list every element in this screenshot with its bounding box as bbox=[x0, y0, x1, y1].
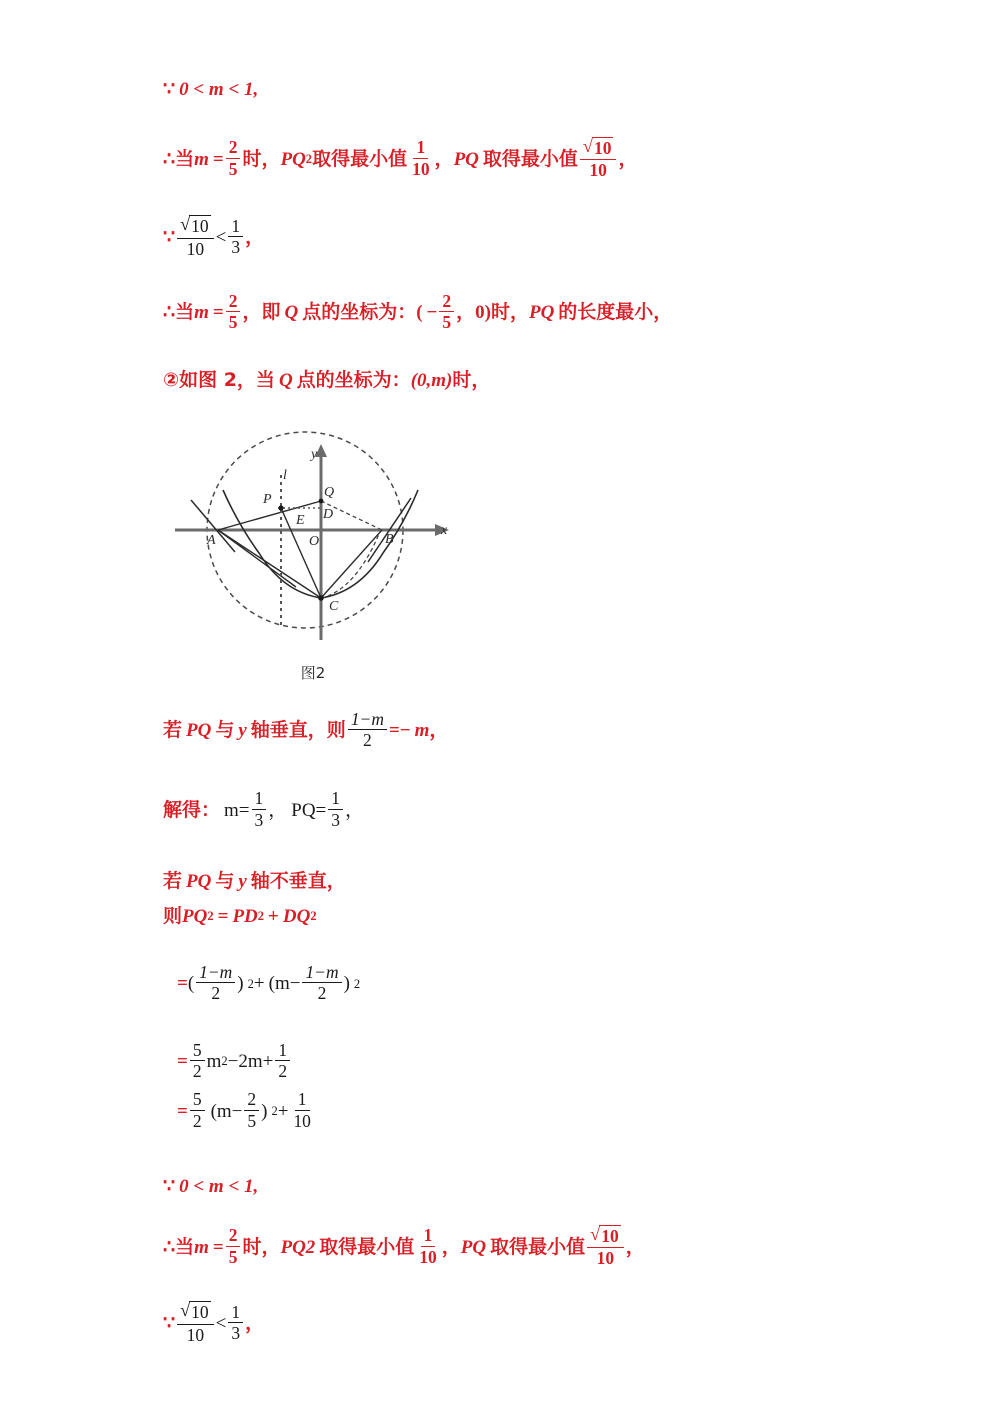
segment-cb bbox=[321, 530, 382, 598]
fraction-two-fifths-coord: $\frac{2}{5}$ bbox=[439, 292, 454, 332]
when-label: 当 bbox=[175, 301, 195, 324]
close-paren-1: ) bbox=[237, 973, 244, 995]
close-paren: ) bbox=[484, 302, 491, 324]
close-paren: ) bbox=[261, 1100, 268, 1122]
label-y-axis: y bbox=[311, 446, 318, 462]
shi-label: 时， bbox=[242, 1235, 281, 1258]
with-label: 与 bbox=[215, 869, 235, 892]
radical-sign: √ bbox=[180, 1300, 191, 1321]
fraction-sqrt10-over-10: √ 10 10 bbox=[177, 1301, 214, 1343]
fraction-one-minus-m-over-2: $\frac{1-m}{2}$ bbox=[196, 963, 235, 1003]
with-label: 与 bbox=[215, 718, 235, 741]
pq-squared-label: PQ2 bbox=[280, 1236, 316, 1258]
geometry-figure bbox=[163, 412, 463, 662]
equals-sign: = bbox=[212, 302, 224, 324]
open-paren: ( bbox=[416, 302, 423, 324]
open-paren-1: ( bbox=[187, 973, 195, 995]
radical-sign: √ bbox=[582, 136, 593, 156]
equals-sign: = bbox=[177, 973, 188, 995]
length-min-label: 的长度最小， bbox=[558, 301, 673, 324]
point-p-dot bbox=[278, 505, 283, 510]
math-line-14 bbox=[163, 1226, 863, 1268]
shi-label: 时， bbox=[490, 301, 529, 324]
comma-1: ， bbox=[268, 798, 288, 821]
open-paren: ( bbox=[210, 1100, 217, 1122]
less-than-sign: < bbox=[215, 1313, 227, 1335]
equals-sign: = bbox=[177, 1100, 188, 1122]
point-q-dot bbox=[319, 498, 324, 503]
math-line-12: = $\frac{5}{2}$ ( m− $\frac{2}{5}$ ) 2 + $\frac{1}{10}$ bbox=[177, 1091, 863, 1131]
segment-pq: PQ bbox=[186, 870, 212, 892]
because-symbol: ∵ bbox=[163, 79, 176, 100]
equals-sign: = bbox=[177, 1050, 188, 1072]
equals-sign: = bbox=[212, 148, 224, 170]
comma: ， bbox=[245, 1312, 265, 1335]
fraction-one-third: $\frac{1}{3}$ bbox=[228, 217, 243, 257]
coordinate-value: (0,m) bbox=[410, 369, 453, 391]
because-symbol: ∵ bbox=[163, 227, 176, 249]
plus-sign: + bbox=[277, 1100, 289, 1122]
label-origin: O bbox=[309, 533, 320, 549]
math-line-5 bbox=[163, 368, 863, 391]
comma-2: ， bbox=[625, 1235, 645, 1258]
because-symbol: ∵ bbox=[163, 1313, 176, 1335]
coordinate-label: 点的坐标为： bbox=[302, 301, 417, 324]
less-than-sign: < bbox=[215, 227, 227, 249]
takes-min-label: 取得最小值 bbox=[319, 1235, 415, 1258]
fraction-one-tenth: $\frac{1}{10}$ bbox=[419, 1225, 437, 1267]
math-line-3 bbox=[163, 216, 863, 258]
pq-equals: PQ= bbox=[291, 799, 327, 821]
radical-sign: √ bbox=[590, 1224, 601, 1244]
math-line-8 bbox=[163, 869, 863, 892]
because-symbol: ∵ bbox=[163, 1176, 176, 1197]
y-axis-label: y bbox=[238, 870, 247, 892]
fraction-sqrt10-over-10: √ 10 10 bbox=[587, 1225, 624, 1267]
variable-m: m bbox=[194, 302, 209, 324]
point-q: Q bbox=[284, 302, 299, 324]
label-point-d: D bbox=[323, 506, 334, 522]
comma-1: ， bbox=[434, 147, 454, 170]
solution-content bbox=[163, 0, 863, 1345]
fraction-one-half: $\frac{1}{2}$ bbox=[275, 1041, 290, 1081]
math-line-6 bbox=[163, 708, 863, 751]
label-point-e: E bbox=[296, 512, 305, 528]
label-point-q: Q bbox=[324, 484, 335, 500]
close-paren-2: ) bbox=[343, 973, 350, 995]
shi-label: 时， bbox=[242, 147, 281, 170]
not-perpendicular-label: 轴不垂直， bbox=[250, 869, 346, 892]
radical-sqrt10: √ 10 bbox=[180, 1300, 209, 1323]
y-axis-label: y bbox=[238, 719, 247, 741]
equals-negative: =− bbox=[388, 719, 411, 741]
fraction-two-fifths: $\frac{2}{5}$ bbox=[244, 1090, 259, 1130]
fraction-five-halves: $\frac{5}{2}$ bbox=[190, 1090, 205, 1130]
m-minus: m− bbox=[216, 1100, 243, 1122]
coord-zero: 0 bbox=[475, 302, 485, 324]
inequality-range: 0 < m < 1, bbox=[179, 1176, 259, 1197]
plus-sign: + bbox=[253, 973, 265, 995]
label-point-b: B bbox=[385, 531, 394, 547]
segment-pd: PD bbox=[232, 905, 258, 927]
label-point-a: A bbox=[207, 532, 216, 548]
therefore-symbol: ∴ bbox=[163, 302, 176, 324]
fraction-one-third: $\frac{1}{3}$ bbox=[228, 1303, 243, 1343]
math-line-9: 则 PQ 2 = PD 2 + DQ 2 bbox=[163, 904, 317, 927]
radical-sqrt10: √ 10 bbox=[582, 136, 612, 158]
therefore-symbol: ∴ bbox=[163, 148, 176, 170]
fraction-one-minus-m-over-2-b: $\frac{1-m}{2}$ bbox=[302, 963, 341, 1003]
segment-pq: PQ bbox=[186, 719, 212, 741]
comma-2: ， bbox=[618, 147, 638, 170]
takes-min-label-2: 取得最小值 bbox=[490, 1235, 586, 1258]
when-label: 当 bbox=[175, 147, 195, 170]
math-line-13 bbox=[163, 1177, 863, 1196]
open-paren-2: ( bbox=[268, 973, 275, 995]
variable-m: m bbox=[194, 148, 209, 170]
solve-label: 解得： bbox=[163, 798, 221, 821]
takes-min-label: 取得最小值 bbox=[312, 147, 408, 170]
fraction-one-tenth: $\frac{1}{10}$ bbox=[293, 1089, 311, 1131]
comma-2: ， bbox=[345, 798, 365, 821]
math-line-1 bbox=[163, 80, 863, 99]
equals-sign: = bbox=[212, 1236, 224, 1258]
segment-pq: PQ bbox=[528, 302, 555, 324]
fraction-two-fifths: $\frac{2}{5}$ bbox=[226, 1226, 241, 1266]
segment-pq: PQ bbox=[460, 1236, 487, 1258]
math-line-10: = ( $\frac{1-m}{2}$ ) 2 + ( m− $\frac{1-m}{2}$ ) 2 bbox=[177, 961, 361, 1004]
label-line-l: l bbox=[283, 467, 287, 483]
fraction-sqrt10-over-10: √ 10 10 bbox=[177, 215, 214, 257]
m-equals: m= bbox=[224, 799, 250, 821]
radical-sqrt10: √ 10 bbox=[590, 1224, 619, 1246]
fraction-one-third: $\frac{1}{3}$ bbox=[252, 789, 267, 829]
when-label: 当 bbox=[175, 1235, 195, 1258]
variable-m: m bbox=[206, 1050, 222, 1072]
fraction-sqrt10-over-10: √ 10 10 bbox=[580, 137, 617, 179]
comma-then-label: ，即 bbox=[242, 301, 281, 324]
label-x-axis: x bbox=[441, 522, 448, 538]
item-marker-2: ② bbox=[163, 368, 180, 391]
segment-pq: PQ bbox=[182, 905, 208, 927]
point-c-dot bbox=[318, 595, 324, 601]
fraction-two-fifths: $\frac{2}{5}$ bbox=[226, 292, 241, 332]
segment-dq: DQ bbox=[282, 905, 311, 927]
fraction-one-tenth: $\frac{1}{10}$ bbox=[412, 137, 430, 179]
label-point-c: C bbox=[329, 598, 339, 614]
segment-pq-2: PQ bbox=[453, 148, 479, 170]
takes-min-label-2: 取得最小值 bbox=[482, 147, 578, 170]
math-line-4 bbox=[163, 290, 863, 333]
minus-two-m: −2m+ bbox=[227, 1050, 274, 1072]
segment-a-to-e bbox=[218, 530, 296, 587]
figure-caption: 图2 bbox=[300, 663, 326, 682]
math-line-7 bbox=[163, 790, 863, 830]
comma: ， bbox=[245, 226, 265, 249]
therefore-symbol: ∴ bbox=[163, 1236, 176, 1258]
equals-sign: = bbox=[217, 905, 229, 927]
figure-ref-text: 如图 2，当 bbox=[179, 368, 275, 391]
point-q: Q bbox=[278, 369, 293, 391]
label-point-p: P bbox=[263, 491, 272, 507]
if-label: 若 bbox=[163, 718, 183, 741]
fraction-two-fifths: $\frac{2}{5}$ bbox=[226, 138, 241, 178]
variable-m: m bbox=[194, 1236, 209, 1258]
comma: ， bbox=[429, 718, 449, 741]
inequality-range: 0 < m < 1, bbox=[179, 79, 259, 100]
coordinate-label: 点的坐标为： bbox=[296, 368, 411, 391]
comma-in-coord: ， bbox=[456, 301, 476, 324]
then-label: 则 bbox=[163, 904, 183, 927]
math-line-11: = $\frac{5}{2}$ m 2 −2m+ $\frac{1}{2}$ bbox=[177, 1042, 863, 1082]
perpendicular-label: 轴垂直，则 bbox=[250, 718, 346, 741]
comma-1: ， bbox=[441, 1235, 461, 1258]
if-label: 若 bbox=[163, 869, 183, 892]
fraction-five-halves: $\frac{5}{2}$ bbox=[190, 1041, 205, 1081]
variable-m: m bbox=[414, 719, 430, 741]
fraction-one-minus-m-over-2: $\frac{1-m}{2}$ bbox=[348, 710, 387, 750]
math-line-15 bbox=[163, 1302, 863, 1344]
minus-sign: − bbox=[426, 302, 438, 324]
plus-sign: + bbox=[268, 905, 279, 927]
shi-label: 时， bbox=[452, 368, 491, 391]
radical-sign: √ bbox=[180, 214, 191, 235]
segment-pq: PQ bbox=[280, 148, 306, 170]
fraction-one-third-2: $\frac{1}{3}$ bbox=[328, 789, 343, 829]
m-minus: m− bbox=[274, 973, 301, 995]
math-line-2: ∴ 当 m = $\frac{2}{5}$ 时， PQ 2 取得最小值 $\frac{1}{10}$ ， PQ 取得最小值 √ 10 10 ， bbox=[163, 136, 638, 181]
radical-sqrt10: √ 10 bbox=[180, 214, 209, 237]
